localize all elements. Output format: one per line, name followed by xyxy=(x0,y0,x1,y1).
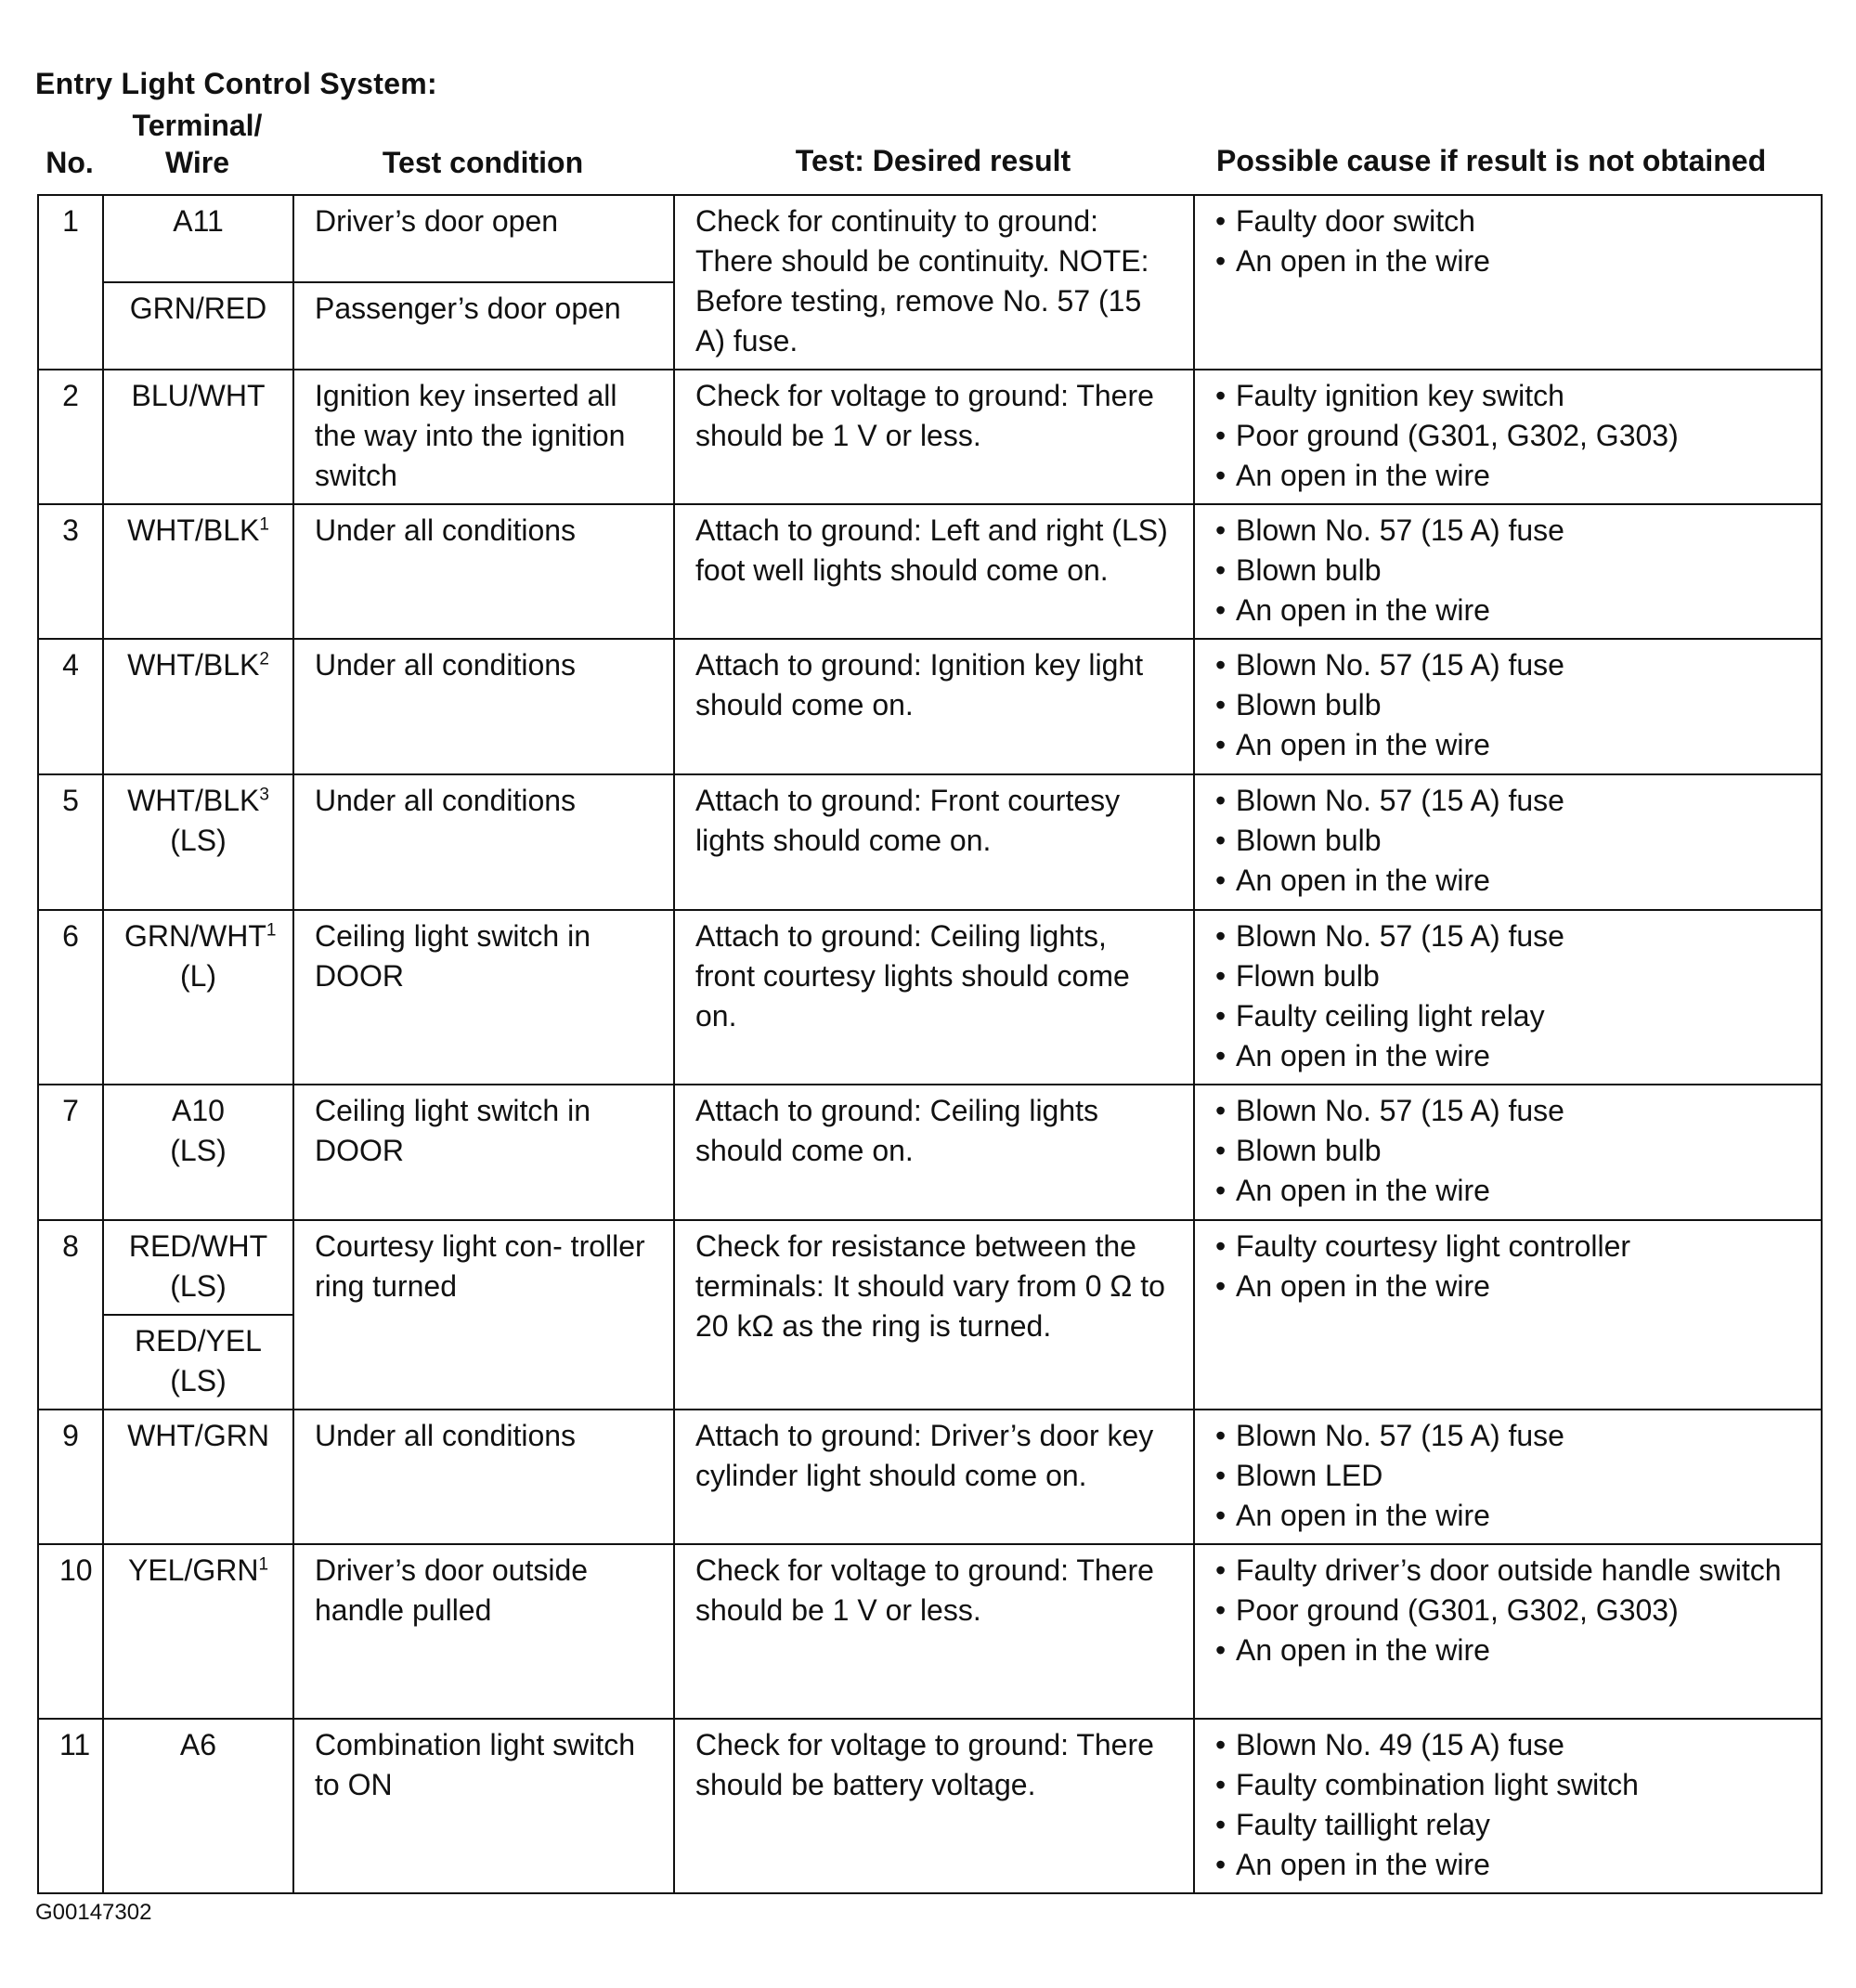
terminal-cell xyxy=(103,504,293,639)
desired-result-cell: Attach to ground: Ignition key light should come on. xyxy=(674,639,1194,774)
desired-result-cell: Attach to ground: Ceiling lights, front courtesy lights should come on. xyxy=(674,910,1194,1085)
cause-list xyxy=(1215,376,1800,496)
cause-item: • Faulty ignition key switch xyxy=(1215,376,1800,416)
terminal-cell xyxy=(103,195,293,282)
header-test-condition: Test condition xyxy=(382,146,584,179)
cause-item: • Blown LED xyxy=(1215,1456,1800,1496)
cause-item: • Faulty door switch xyxy=(1215,201,1800,241)
terminal-wire: A10 xyxy=(172,1094,225,1127)
cause-list xyxy=(1215,1551,1800,1670)
row-number: 4 xyxy=(38,639,103,774)
terminal-line xyxy=(124,916,277,956)
cause-item: • An open in the wire xyxy=(1215,1036,1800,1076)
possible-cause-cell xyxy=(1194,1220,1822,1410)
figure-code: G00147302 xyxy=(35,1900,152,1925)
terminal-cell xyxy=(103,1085,293,1220)
test-condition-cell: Passenger’s door open xyxy=(293,282,674,370)
possible-cause-cell xyxy=(1194,1544,1822,1719)
terminal-wire: A11 xyxy=(173,204,224,238)
terminal-line xyxy=(124,289,272,329)
table-row xyxy=(38,370,1822,504)
terminal-cell xyxy=(103,282,293,370)
cause-list xyxy=(1215,1227,1800,1306)
terminal-line2: (LS) xyxy=(170,1364,227,1397)
cause-item: • Blown No. 49 (15 A) fuse xyxy=(1215,1725,1800,1765)
row-number: 6 xyxy=(38,910,103,1085)
cause-item: • Faulty ceiling light relay xyxy=(1215,996,1800,1036)
terminal-wire: YEL/GRN xyxy=(127,1553,259,1587)
possible-cause-cell xyxy=(1194,1410,1822,1544)
possible-cause-cell xyxy=(1194,1085,1822,1220)
table-row xyxy=(38,504,1822,639)
terminal-cell xyxy=(103,1719,293,1893)
terminal-cell xyxy=(103,910,293,1085)
test-condition-cell: Ceiling light switch in DOOR xyxy=(293,1085,674,1220)
terminal-line xyxy=(124,1551,272,1591)
row-number: 7 xyxy=(38,1085,103,1220)
table-row xyxy=(38,1544,1822,1719)
terminal-line xyxy=(124,1725,272,1765)
cause-list xyxy=(1215,1725,1800,1885)
desired-result-cell: Check for voltage to ground: There should be 1 V or less. xyxy=(674,1544,1194,1719)
cause-item: • Blown No. 57 (15 A) fuse xyxy=(1215,1091,1800,1131)
header-no: No. xyxy=(45,146,94,179)
terminal-line xyxy=(124,1227,272,1267)
terminal-line2: (LS) xyxy=(170,1269,227,1303)
header-terminal-wire xyxy=(102,107,292,181)
header-possible-cause: Possible cause if result is not obtained xyxy=(1216,144,1767,177)
terminal-cell xyxy=(103,370,293,504)
terminal-wire: WHT/GRN xyxy=(127,1419,269,1452)
cause-item: • Faulty combination light switch xyxy=(1215,1765,1800,1805)
test-condition-cell: Combination light switch to ON xyxy=(293,1719,674,1893)
test-condition-cell: Driver’s door open xyxy=(293,195,674,282)
cause-item: • Blown bulb xyxy=(1215,685,1800,725)
cause-item: • Faulty taillight relay xyxy=(1215,1805,1800,1845)
terminal-line2: (L) xyxy=(179,959,217,993)
terminal-line xyxy=(124,1321,272,1361)
table-row xyxy=(38,639,1822,774)
row-number: 3 xyxy=(38,504,103,639)
desired-result-cell: Attach to ground: Ceiling lights should come on. xyxy=(674,1085,1194,1220)
terminal-cell xyxy=(103,1220,293,1315)
row-number: 9 xyxy=(38,1410,103,1544)
table-row xyxy=(38,195,1822,282)
terminal-wire: WHT/BLK xyxy=(127,784,260,817)
cause-list xyxy=(1215,201,1800,281)
table-row xyxy=(38,1410,1822,1544)
terminal-line2: (LS) xyxy=(170,824,227,857)
possible-cause-cell xyxy=(1194,1719,1822,1893)
terminal-footnote: 1 xyxy=(259,514,269,535)
terminal-footnote: 1 xyxy=(258,1554,269,1575)
desired-result-cell: Check for voltage to ground: There should be battery voltage. xyxy=(674,1719,1194,1893)
row-number: 8 xyxy=(38,1220,103,1410)
test-condition-cell: Courtesy light con- troller ring turned xyxy=(293,1220,674,1410)
terminal-line xyxy=(124,1091,272,1131)
test-table xyxy=(37,194,1823,1894)
terminal-wire: RED/WHT xyxy=(128,1229,268,1263)
possible-cause-cell xyxy=(1194,370,1822,504)
cause-item: • An open in the wire xyxy=(1215,725,1800,765)
terminal-footnote: 2 xyxy=(259,649,269,669)
test-condition-cell: Under all conditions xyxy=(293,1410,674,1544)
cause-item: • An open in the wire xyxy=(1215,241,1800,281)
cause-item: • Blown bulb xyxy=(1215,551,1800,591)
cause-list xyxy=(1215,645,1800,765)
cause-item: • An open in the wire xyxy=(1215,1171,1800,1211)
cause-item: • An open in the wire xyxy=(1215,456,1800,496)
cause-list xyxy=(1215,511,1800,630)
terminal-line xyxy=(124,781,272,821)
terminal-line xyxy=(124,645,272,685)
terminal-line2: (LS) xyxy=(170,1134,227,1167)
test-condition-cell: Ceiling light switch in DOOR xyxy=(293,910,674,1085)
cause-item: • Blown No. 57 (15 A) fuse xyxy=(1215,1416,1800,1456)
desired-result-cell: Attach to ground: Driver’s door key cylinder light should come on. xyxy=(674,1410,1194,1544)
desired-result-cell: Check for voltage to ground: There should be 1 V or less. xyxy=(674,370,1194,504)
cause-item: • Faulty driver’s door outside handle switch xyxy=(1215,1551,1800,1591)
terminal-wire: A6 xyxy=(179,1728,217,1761)
table-row xyxy=(38,1220,1822,1315)
desired-result-cell: Check for resistance between the terminals: It should vary from 0 Ω to 20 kΩ as the ring is turned. xyxy=(674,1220,1194,1410)
cause-item: • Flown bulb xyxy=(1215,956,1800,996)
possible-cause-cell xyxy=(1194,910,1822,1085)
cause-item: • Faulty courtesy light controller xyxy=(1215,1227,1800,1267)
row-number: 1 xyxy=(38,195,103,370)
cause-list xyxy=(1215,1416,1800,1536)
terminal-line xyxy=(124,511,272,551)
terminal-wire: GRN/RED xyxy=(129,292,267,325)
test-condition-cell: Under all conditions xyxy=(293,774,674,910)
cause-item: • An open in the wire xyxy=(1215,1496,1800,1536)
test-condition-cell: Under all conditions xyxy=(293,504,674,639)
row-number: 2 xyxy=(38,370,103,504)
cause-item: • An open in the wire xyxy=(1215,591,1800,630)
header-terminal-line2: Wire xyxy=(164,146,230,179)
cause-item: • An open in the wire xyxy=(1215,1631,1800,1670)
possible-cause-cell xyxy=(1194,504,1822,639)
terminal-line xyxy=(124,376,272,416)
test-condition-cell: Driver’s door outside handle pulled xyxy=(293,1544,674,1719)
test-condition-cell: Under all conditions xyxy=(293,639,674,774)
header-desired-result: Test: Desired result xyxy=(795,144,1071,177)
cause-item: • An open in the wire xyxy=(1215,861,1800,901)
cause-item: • Blown No. 57 (15 A) fuse xyxy=(1215,511,1800,551)
page-title: Entry Light Control System: xyxy=(35,67,438,100)
possible-cause-cell xyxy=(1194,639,1822,774)
test-condition-cell: Ignition key inserted all the way into the ignition switch xyxy=(293,370,674,504)
cause-item: • Poor ground (G301, G302, G303) xyxy=(1215,416,1800,456)
cause-list xyxy=(1215,781,1800,901)
terminal-wire: RED/YEL xyxy=(135,1324,262,1358)
table-row xyxy=(38,774,1822,910)
terminal-cell xyxy=(103,1315,293,1410)
desired-result-cell: Attach to ground: Front courtesy lights should come on. xyxy=(674,774,1194,910)
possible-cause-cell xyxy=(1194,195,1822,370)
cause-item: • Blown No. 57 (15 A) fuse xyxy=(1215,645,1800,685)
cause-item: • Blown No. 57 (15 A) fuse xyxy=(1215,916,1800,956)
header-terminal-line1: Terminal/ xyxy=(132,109,263,142)
table-row xyxy=(38,910,1822,1085)
cause-item: • Blown bulb xyxy=(1215,821,1800,861)
row-number: 11 xyxy=(38,1719,103,1893)
terminal-wire: GRN/WHT xyxy=(124,919,266,953)
terminal-footnote: 1 xyxy=(266,920,277,941)
terminal-cell xyxy=(103,639,293,774)
cause-list xyxy=(1215,916,1800,1076)
row-number: 5 xyxy=(38,774,103,910)
terminal-wire: WHT/BLK xyxy=(127,513,260,547)
cause-list xyxy=(1215,1091,1800,1211)
terminal-wire: WHT/BLK xyxy=(127,648,260,682)
cause-item: • An open in the wire xyxy=(1215,1267,1800,1306)
terminal-footnote: 3 xyxy=(259,785,269,805)
table-row xyxy=(38,1719,1822,1893)
cause-item: • Blown No. 57 (15 A) fuse xyxy=(1215,781,1800,821)
terminal-line xyxy=(124,201,272,241)
desired-result-cell: Check for continuity to ground: There should be continuity. NOTE: Before testing, remove No. 57 (15 A) fuse. xyxy=(674,195,1194,370)
terminal-line xyxy=(124,1416,272,1456)
possible-cause-cell xyxy=(1194,774,1822,910)
terminal-cell xyxy=(103,774,293,910)
desired-result-cell: Attach to ground: Left and right (LS) foot well lights should come on. xyxy=(674,504,1194,639)
terminal-cell xyxy=(103,1544,293,1719)
cause-item: • An open in the wire xyxy=(1215,1845,1800,1885)
row-number: 10 xyxy=(38,1544,103,1719)
cause-item: • Poor ground (G301, G302, G303) xyxy=(1215,1591,1800,1631)
table-row xyxy=(38,1085,1822,1220)
cause-item: • Blown bulb xyxy=(1215,1131,1800,1171)
terminal-cell xyxy=(103,1410,293,1544)
terminal-wire: BLU/WHT xyxy=(131,379,266,412)
